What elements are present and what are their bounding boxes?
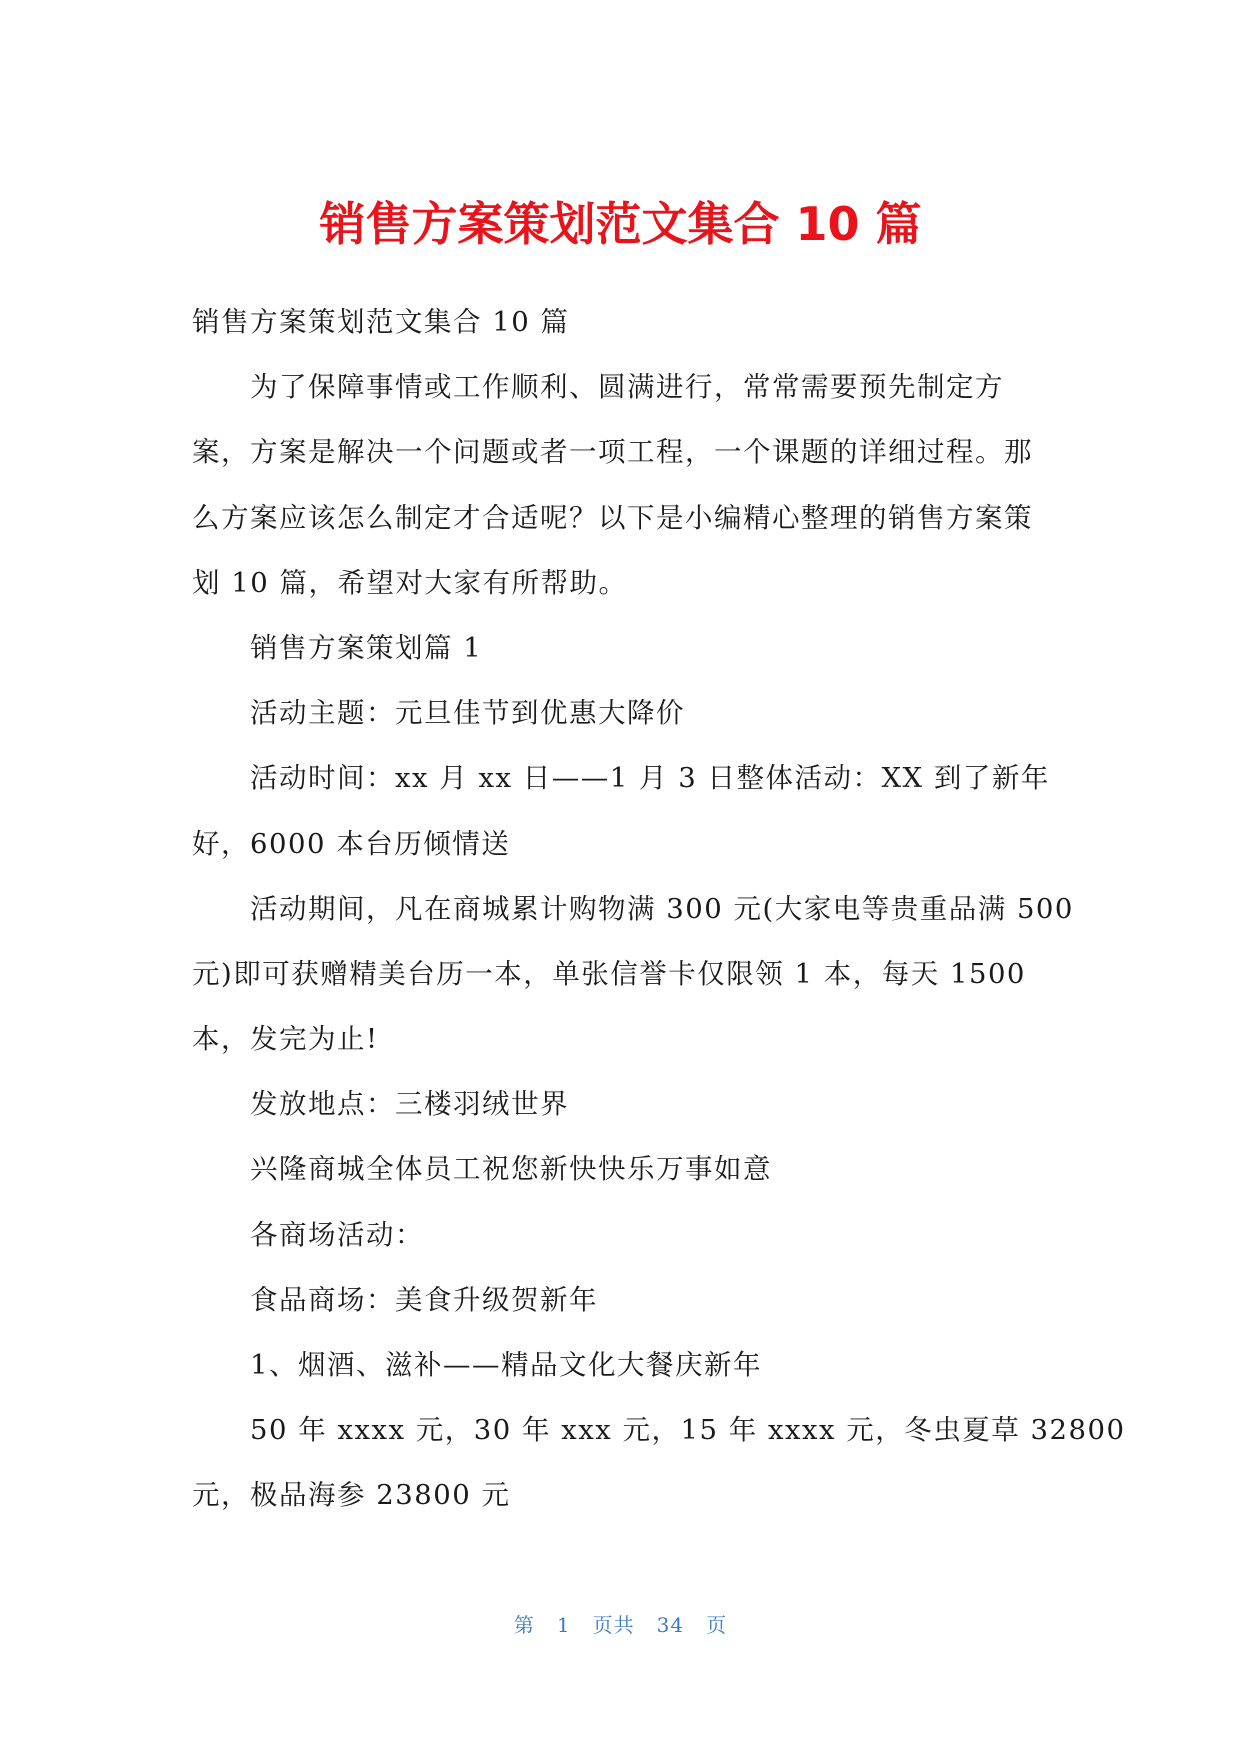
section-heading: 销售方案策划篇 1	[250, 631, 483, 664]
paragraph-line: 50 年 xxxx 元，30 年 xxx 元，15 年 xxxx 元，冬虫夏草 32800	[250, 1414, 1126, 1447]
paragraph-line: 活动期间，凡在商城累计购物满 300 元(大家电等贵重品满 500	[250, 892, 1074, 925]
paragraph-line: 食品商场：美食升级贺新年	[250, 1283, 598, 1316]
paragraph-line: 销售方案策划范文集合 10 篇	[192, 306, 570, 338]
document-body	[192, 290, 1126, 1529]
paragraph-line: 案，方案是解决一个问题或者一项工程，一个课题的详细过程。那	[192, 436, 1033, 469]
footer-total-pages: 34	[656, 1613, 685, 1637]
footer-suffix: 页	[706, 1613, 728, 1637]
paragraph-line: 本，发完为止!	[192, 1023, 379, 1056]
footer-middle: 页共	[592, 1613, 635, 1637]
paragraph-line: 元，极品海参 23800 元	[192, 1479, 511, 1512]
paragraph-line: 兴隆商城全体员工祝您新快快乐万事如意	[250, 1153, 772, 1186]
paragraph-line: 活动主题：元旦佳节到优惠大降价	[250, 697, 685, 730]
footer-prefix: 第	[513, 1613, 535, 1637]
paragraph-line: 么方案应该怎么制定才合适呢？以下是小编精心整理的销售方案策	[192, 501, 1033, 534]
footer-current-page: 1	[556, 1613, 571, 1637]
paragraph-line: 活动时间：xx 月 xx 日——1 月 3 日整体活动：XX 到了新年	[250, 762, 1050, 795]
document-title: 销售方案策划范文集合 10 篇	[319, 197, 922, 251]
paragraph-line: 1、烟酒、滋补——精品文化大餐庆新年	[250, 1349, 762, 1381]
paragraph-line: 元)即可获赠精美台历一本，单张信誉卡仅限领 1 本，每天 1500	[192, 957, 1026, 990]
paragraph-line: 为了保障事情或工作顺利、圆满进行，常常需要预先制定方	[250, 371, 1004, 404]
paragraph-line: 好，6000 本台历倾情送	[192, 827, 511, 860]
paragraph-line: 各商场活动：	[250, 1218, 424, 1251]
paragraph-line: 划 10 篇，希望对大家有所帮助。	[192, 566, 628, 599]
page-footer	[0, 1612, 1241, 1638]
paragraph-line: 发放地点：三楼羽绒世界	[250, 1088, 569, 1121]
